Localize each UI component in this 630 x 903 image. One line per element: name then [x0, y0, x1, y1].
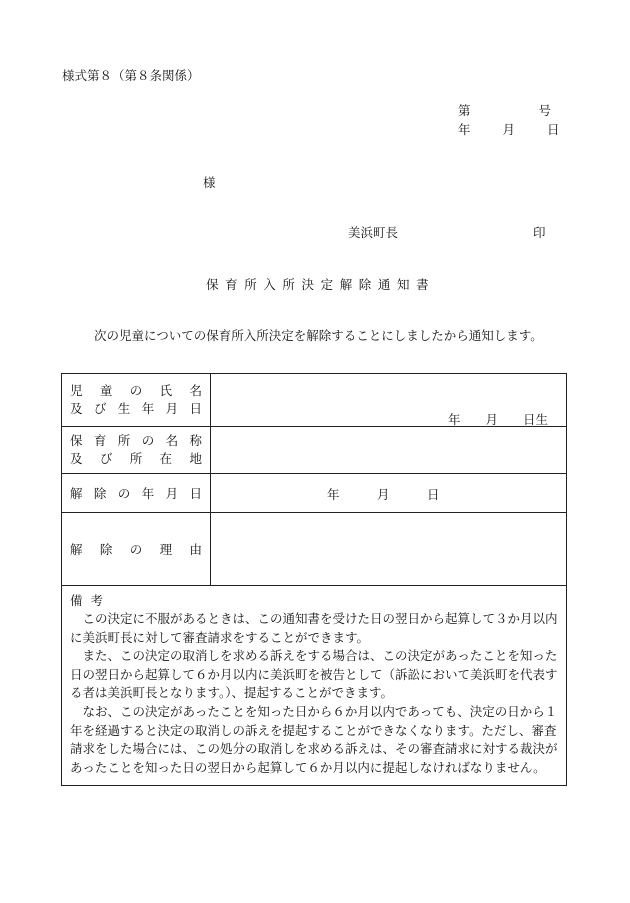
label-line: 及び所在地	[70, 451, 202, 466]
date-day: 日	[547, 122, 560, 137]
remarks-heading: 備考	[70, 593, 112, 608]
form-label: 様式第８（第８条関係）	[62, 68, 200, 83]
info-table	[61, 373, 567, 586]
value-nursery	[211, 427, 567, 474]
remarks-section	[61, 585, 567, 786]
issuer-name: 美浜町長	[348, 225, 399, 240]
remarks-paragraph: なお、この決定があったことを知った日から６か月以内であっても、決定の日から１年を経過すると決定の取消しの訴えを提起することができなくなります。ただし、審査請求をした場合には、この処分の取消しを求める訴えは、その審査請求に対する裁決があったことを知った日の翌日から起算して６か月以内に提起しなければなりません。	[70, 704, 558, 775]
document-title: 保育所入所決定解除通知書	[206, 277, 436, 292]
document-number	[458, 101, 551, 119]
cancel-date-placeholder: 年 月 日	[327, 487, 440, 502]
remarks-paragraph: この決定に不服があるときは、この通知書を受けた日の翌日から起算して３か月以内に美浜町長に対して審査請求をすることができます。	[70, 611, 558, 645]
label-child-name	[62, 374, 211, 427]
label-line: 児童の氏名	[70, 383, 202, 398]
label-line: 解除の年月日	[70, 486, 202, 501]
value-child-name	[211, 374, 567, 427]
label-line: 解除の理由	[70, 542, 202, 557]
label-cancel-date	[62, 474, 211, 513]
label-line: 及び生年月日	[70, 401, 202, 416]
intro-text: 次の児童についての保育所入所決定を解除することにしましたから通知します。	[94, 328, 543, 343]
birthdate-placeholder: 年 月 日生	[447, 412, 548, 427]
table-row	[62, 474, 567, 513]
value-cancel-reason	[211, 513, 567, 586]
addressee-honorific: 様	[203, 175, 216, 190]
remarks-paragraph: また、この決定の取消しを求める訴えをする場合は、この決定があったことを知った日の翌日から起算して６か月以内に美浜町を被告として（訴訟において美浜町を代表する者は美浜町長となります。）、提起することができます。	[70, 648, 558, 701]
issue-date	[458, 120, 560, 138]
table-row	[62, 427, 567, 474]
label-cancel-reason	[62, 513, 211, 586]
label-nursery	[62, 427, 211, 474]
value-cancel-date	[211, 474, 567, 513]
issuer-seal: 印	[533, 225, 546, 240]
number-suffix: 号	[538, 103, 552, 118]
table-row	[62, 374, 567, 427]
table-row	[62, 513, 567, 586]
date-year: 年	[458, 122, 471, 137]
label-line: 保育所の名称	[70, 433, 202, 448]
date-month: 月	[502, 122, 516, 137]
number-prefix: 第	[458, 103, 471, 118]
